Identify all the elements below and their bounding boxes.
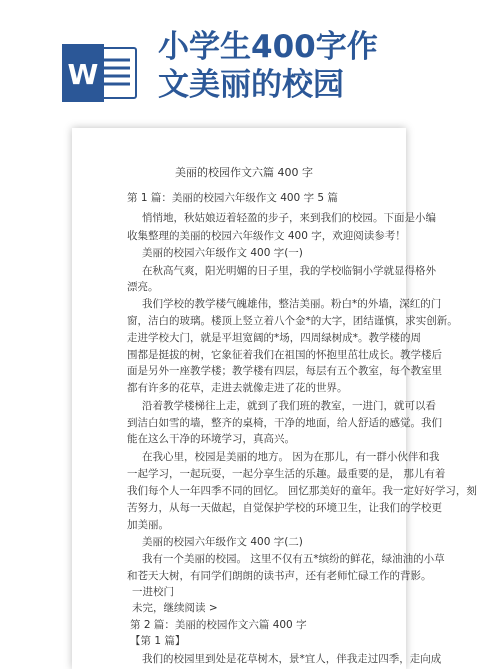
document-page: [72, 128, 477, 669]
document-line: 第 1 篇：美丽的校园六年级作文 400 字 5 篇: [127, 192, 338, 204]
document-line: 漂亮。: [127, 281, 159, 293]
document-line: 都有许多的花草，走进去就像走进了花的世界。: [127, 382, 348, 394]
document-line: 走进学校大门，就是平坦宽阔的*场，四周绿树成*。教学楼的周: [127, 332, 421, 344]
continue-reading-link[interactable]: 未完，继续阅读 >: [132, 602, 218, 614]
document-line: 第 2 篇：美丽的校园作文六篇 400 字: [130, 619, 307, 631]
document-line: 美丽的校园六年级作文 400 字(二): [142, 536, 303, 548]
document-line: 窗，洁白的玻璃。楼顶上竖立着八个金*的大字，团结谨慎，求实创新。: [127, 315, 458, 327]
document-line: 我有一个美丽的校园。 这里不仅有五*缤纷的鲜花，绿油油的小草: [142, 553, 445, 565]
document-line: 沿着教学楼梯往上走，就到了我们班的教室，一进门，就可以看: [142, 400, 436, 412]
document-line: 在秋高气爽，阳光明媚的日子里，我的学校临铜小学就显得格外: [142, 265, 436, 277]
document-line: 收集整理的美丽的校园六年级作文 400 字，欢迎阅读参考！: [127, 230, 406, 242]
word-icon: [62, 44, 140, 102]
document-line: 面是另外一座教学楼；教学楼有四层，每层有五个教室，每个教室里: [127, 365, 442, 377]
document-line: 美丽的校园六年级作文 400 字(一): [142, 247, 303, 259]
document-line: 【第 1 篇】: [130, 635, 186, 647]
document-line: 到洁白如雪的墙，整齐的桌椅，干净的地面，给人舒适的感觉。我们: [127, 417, 442, 429]
header: [0, 0, 474, 120]
document-title: 美丽的校园作文六篇 400 字: [175, 166, 313, 179]
document-line: 能在这么干净的环境学习，真高兴。: [127, 433, 295, 445]
document-line: 苦努力，从每一天做起，自觉保护学校的环境卫生，让我们的学校更: [127, 502, 442, 514]
title-line-2: 文美丽的校园: [158, 67, 344, 103]
document-line: 加美丽。: [127, 519, 169, 531]
page-title: [158, 28, 378, 104]
title-line-1: 小学生400字作: [158, 29, 378, 65]
document-line: 我们的校园里到处是花草树木，景*宜人，伴我走过四季，走向成: [142, 653, 442, 665]
document-line: 和苍天大树，有同学们朗朗的读书声，还有老师忙碌工作的背影。: [127, 570, 432, 582]
document-line: 围都是挺拔的树，它象征着我们在祖国的怀抱里茁壮成长。教学楼后: [127, 349, 442, 361]
document-line: 我们学校的教学楼气魄雄伟，整洁美丽。粉白*的外墙，深红的门: [142, 298, 442, 310]
word-logo-letter: W: [67, 58, 99, 91]
document-line: 一进校门: [132, 586, 174, 598]
document-line: 悄悄地，秋姑娘迈着轻盈的步子，来到我们的校园。下面是小编: [142, 212, 436, 224]
document-line: 一起学习，一起玩耍，一起分享生活的乐趣。最重要的是， 那儿有着: [127, 468, 446, 480]
document-line: 在我心里，校园是美丽的地方。 因为在那儿，有一群小伙伴和我: [142, 451, 440, 463]
document-line: 我们每个人一年四季不同的回忆。 回忆那美好的童年。我一定好好学习，刻: [127, 485, 477, 497]
